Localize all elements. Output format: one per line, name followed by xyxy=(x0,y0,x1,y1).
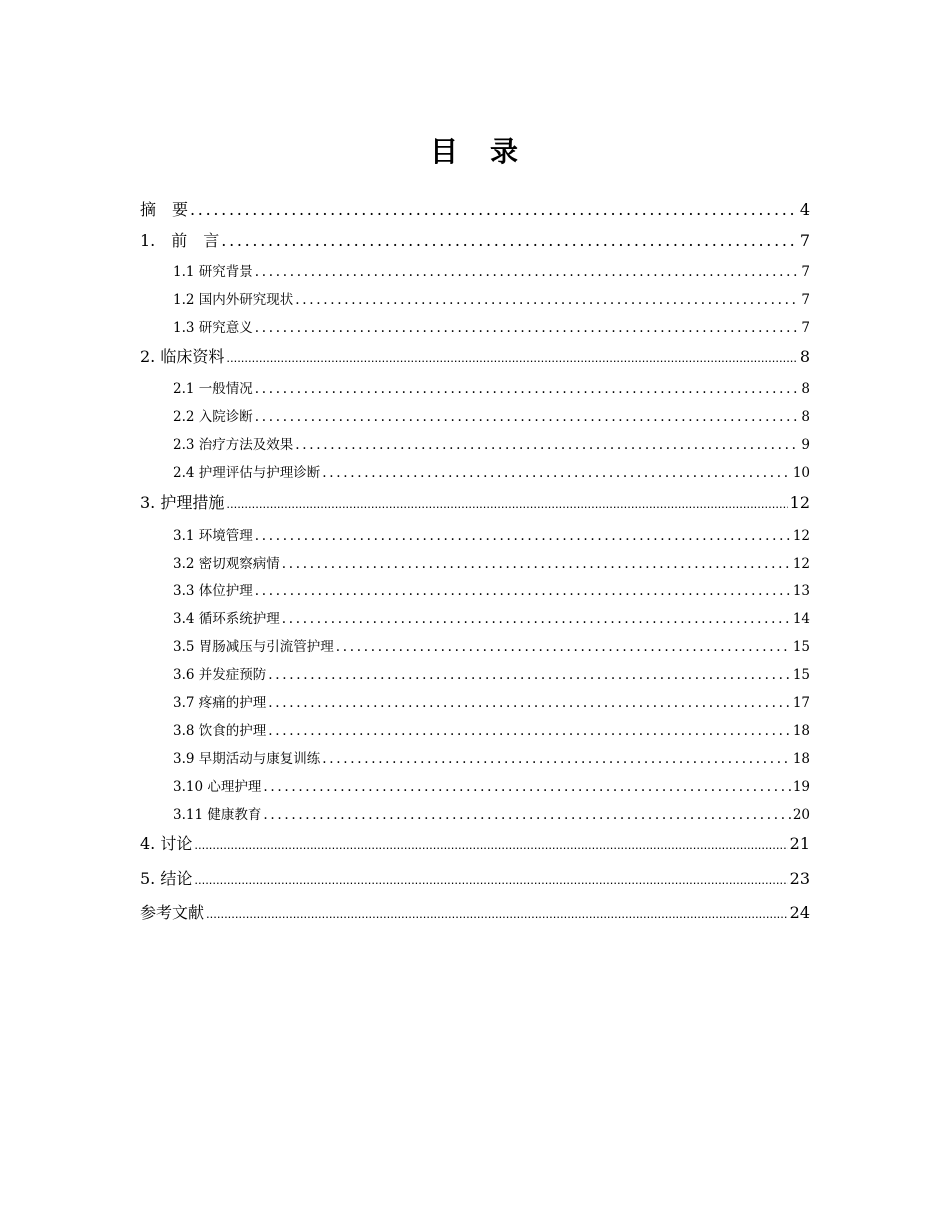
dot-leader xyxy=(255,526,791,546)
toc-entry-label: 3.1 环境管理 xyxy=(173,528,253,544)
toc-entry-label: 3.6 并发症预防 xyxy=(173,667,267,683)
toc-page-number: 24 xyxy=(789,903,810,922)
toc-entry-label: 4. 讨论 xyxy=(140,834,193,853)
toc-subentry[interactable] xyxy=(173,637,810,657)
toc-page-number: 7 xyxy=(801,264,810,280)
toc-entry-label: 3.11 健康教育 xyxy=(173,807,262,823)
toc-page-number: 15 xyxy=(792,639,810,655)
toc-entry-label: 2.3 治疗方法及效果 xyxy=(173,437,294,453)
toc-subentry[interactable] xyxy=(173,721,810,741)
toc-entry-label: 3.5 胃肠减压与引流管护理 xyxy=(173,639,334,655)
toc-page-number: 21 xyxy=(789,834,810,853)
toc-subentry[interactable] xyxy=(173,526,810,546)
toc-page-number: 18 xyxy=(792,751,810,767)
dot-leader xyxy=(226,493,787,514)
toc-subentry[interactable] xyxy=(173,463,810,483)
toc-page-number: 23 xyxy=(789,869,810,888)
dot-leader xyxy=(263,777,790,797)
toc-entry[interactable] xyxy=(140,492,810,514)
dot-leader xyxy=(206,903,788,924)
toc-page-number: 20 xyxy=(792,807,810,823)
toc-page-number: 17 xyxy=(792,695,810,711)
toc-page-number: 12 xyxy=(789,493,810,512)
toc-entry-label: 2.4 护理评估与护理诊断 xyxy=(173,465,321,481)
toc-entry-label: 2.1 一般情况 xyxy=(173,381,253,397)
toc-subentry[interactable] xyxy=(173,379,810,399)
toc-subentry[interactable] xyxy=(173,554,810,574)
toc-subentry[interactable] xyxy=(173,665,810,685)
dot-leader xyxy=(295,290,799,310)
toc-subentry[interactable] xyxy=(173,318,810,338)
toc-page-number: 8 xyxy=(801,381,810,397)
toc-page-number: 7 xyxy=(801,292,810,308)
toc-entry-label: 3.7 疼痛的护理 xyxy=(173,695,267,711)
dot-leader xyxy=(226,347,797,368)
toc-page-number: 12 xyxy=(792,528,810,544)
toc-subentry[interactable] xyxy=(173,435,810,455)
toc-entry[interactable] xyxy=(140,868,810,890)
toc-entry-label: 3.3 体位护理 xyxy=(173,583,253,599)
toc-subentry[interactable] xyxy=(173,262,810,282)
toc-page-number: 19 xyxy=(792,779,810,795)
toc-entry-label: 2.2 入院诊断 xyxy=(173,409,253,425)
dot-leader xyxy=(194,869,787,890)
dot-leader xyxy=(336,637,791,657)
toc-subentry[interactable] xyxy=(173,290,810,310)
dot-leader xyxy=(263,805,790,825)
toc-entry-label: 3.8 饮食的护理 xyxy=(173,723,267,739)
toc-page-number: 15 xyxy=(792,667,810,683)
toc-entry-label: 1.2 国内外研究现状 xyxy=(173,292,294,308)
page-title: 目 录 xyxy=(429,135,520,168)
toc-entry-label: 参考文献 xyxy=(140,903,205,922)
toc-page-number: 8 xyxy=(799,347,810,366)
toc-page-number: 14 xyxy=(792,611,810,627)
toc-entry-label: 2. 临床资料 xyxy=(140,347,225,366)
toc-subentry[interactable] xyxy=(173,805,810,825)
toc-subentry[interactable] xyxy=(173,777,810,797)
toc-subentry[interactable] xyxy=(173,749,810,769)
toc-subentry[interactable] xyxy=(173,581,810,601)
toc-entry[interactable] xyxy=(140,902,810,924)
toc-page-number: 18 xyxy=(792,723,810,739)
toc-subentry[interactable] xyxy=(173,407,810,427)
dot-leader xyxy=(255,581,791,601)
toc-entry[interactable] xyxy=(140,230,810,252)
dot-leader xyxy=(255,318,800,338)
dot-leader xyxy=(268,693,791,713)
dot-leader xyxy=(322,749,791,769)
toc-page-number: 12 xyxy=(792,556,810,572)
dot-leader xyxy=(255,407,800,427)
toc-entry-label: 3.10 心理护理 xyxy=(173,779,262,795)
toc-entry-label: 5. 结论 xyxy=(140,869,193,888)
dot-leader xyxy=(268,665,791,685)
toc-page-number: 13 xyxy=(792,583,810,599)
toc-page-number: 7 xyxy=(799,231,810,250)
toc-entry-label: 摘 要 xyxy=(140,200,189,219)
toc-entry[interactable] xyxy=(140,833,810,855)
toc-entry-label: 3.9 早期活动与康复训练 xyxy=(173,751,321,767)
dot-leader xyxy=(190,199,798,221)
toc-entry-label: 3. 护理措施 xyxy=(140,493,225,512)
toc-page-number: 4 xyxy=(799,200,810,219)
dot-leader xyxy=(295,435,799,455)
toc-subentry[interactable] xyxy=(173,693,810,713)
toc-entry-label: 1.1 研究背景 xyxy=(173,264,253,280)
toc-entry-label: 1. 前 言 xyxy=(140,231,220,250)
toc-entry-label: 1.3 研究意义 xyxy=(173,320,253,336)
dot-leader xyxy=(255,262,800,282)
toc-page-number: 10 xyxy=(792,465,810,481)
toc-entry-label: 3.4 循环系统护理 xyxy=(173,611,280,627)
dot-leader xyxy=(282,554,791,574)
toc-entry-label: 3.2 密切观察病情 xyxy=(173,556,280,572)
toc-subentry[interactable] xyxy=(173,609,810,629)
toc-entry[interactable] xyxy=(140,346,810,368)
toc-page-number: 8 xyxy=(801,409,810,425)
dot-leader xyxy=(194,834,787,855)
toc-entry[interactable] xyxy=(140,199,810,221)
dot-leader xyxy=(282,609,791,629)
toc-page-number: 9 xyxy=(801,437,810,453)
dot-leader xyxy=(221,230,798,252)
toc-page-number: 7 xyxy=(801,320,810,336)
dot-leader xyxy=(322,463,791,483)
dot-leader xyxy=(255,379,800,399)
dot-leader xyxy=(268,721,791,741)
